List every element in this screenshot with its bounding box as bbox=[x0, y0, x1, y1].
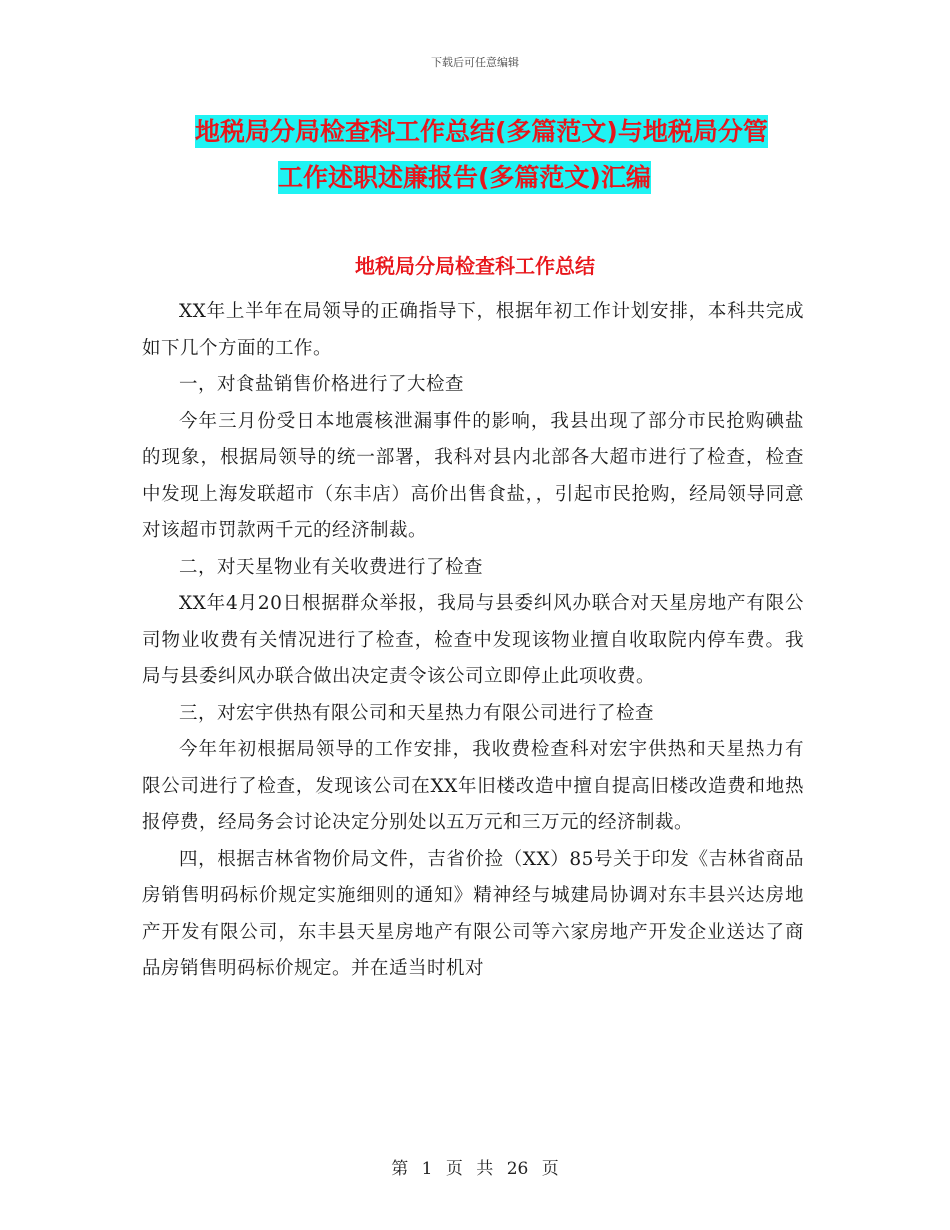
page-footer bbox=[0, 1154, 950, 1179]
paragraph-heading-3: 三，对宏宇供热有限公司和天星热力有限公司进行了检查 bbox=[179, 702, 655, 724]
document-title-line-1 bbox=[0, 112, 950, 148]
page-label-prefix: 第 bbox=[391, 1159, 409, 1179]
page-label-mid: 页 bbox=[445, 1159, 463, 1179]
page-number: 1 bbox=[421, 1159, 433, 1179]
document-title-text-1: 地税局分局检查科工作总结(多篇范文)与地税局分管 bbox=[195, 117, 768, 146]
section-heading: 地税局分局检查科工作总结 bbox=[355, 254, 595, 278]
paragraph-salt-inspection: 今年三月份受日本地震核泄漏事件的影响，我县出现了部分市民抢购碘盐的现象，根据局领导的统一部署，我科对县内北部各大超市进行了检查，检查中发现上海发联超市（东丰店）高价出售食盐，，引起市民抢购，经局领导同意对该超市罚款两千元的经济制裁。 bbox=[142, 410, 804, 541]
total-pages: 26 bbox=[506, 1159, 529, 1179]
document-body bbox=[142, 294, 804, 988]
paragraph-heating-companies: 今年年初根据局领导的工作安排，我收费检查科对宏宇供热和天星热力有限公司进行了检查，发现该公司在XX年旧楼改造中擅自提高旧楼改造费和地热报停费，经局务会讨论决定分别处以五万元和三万元的经济制裁。 bbox=[142, 739, 804, 833]
document-title-line-2 bbox=[0, 158, 950, 194]
total-suffix: 页 bbox=[541, 1159, 559, 1179]
total-label: 共 bbox=[476, 1159, 494, 1179]
paragraph-heading-2: 二，对天星物业有关收费进行了检查 bbox=[179, 556, 484, 578]
paragraph-intro: XX年上半年在局领导的正确指导下，根据年初工作计划安排，本科共完成如下几个方面的工作。 bbox=[142, 301, 804, 359]
paragraph-heading-1: 一，对食盐销售价格进行了大检查 bbox=[179, 374, 465, 395]
document-title-text-2: 工作述职述廉报告(多篇范文)汇编 bbox=[278, 163, 651, 192]
header-note: 下载后可任意编辑 bbox=[431, 56, 519, 69]
paragraph-real-estate: 四，根据吉林省物价局文件，吉省价捡（XX）85号关于印发《吉林省商品房销售明码标价规定实施细则的通知》精神经与城建局协调对东丰县兴达房地产开发有限公司，东丰县天星房地产有限公司等六家房地产开发企业送达了商品房销售明码标价规定。并在适当时机对 bbox=[142, 848, 804, 979]
paragraph-property-fees: XX年4月20日根据群众举报，我局与县委纠风办联合对天星房地产有限公司物业收费有关情况进行了检查，检查中发现该物业擅自收取院内停车费。我局与县委纠风办联合做出决定责令该公司立即停止此项收费。 bbox=[142, 593, 804, 687]
